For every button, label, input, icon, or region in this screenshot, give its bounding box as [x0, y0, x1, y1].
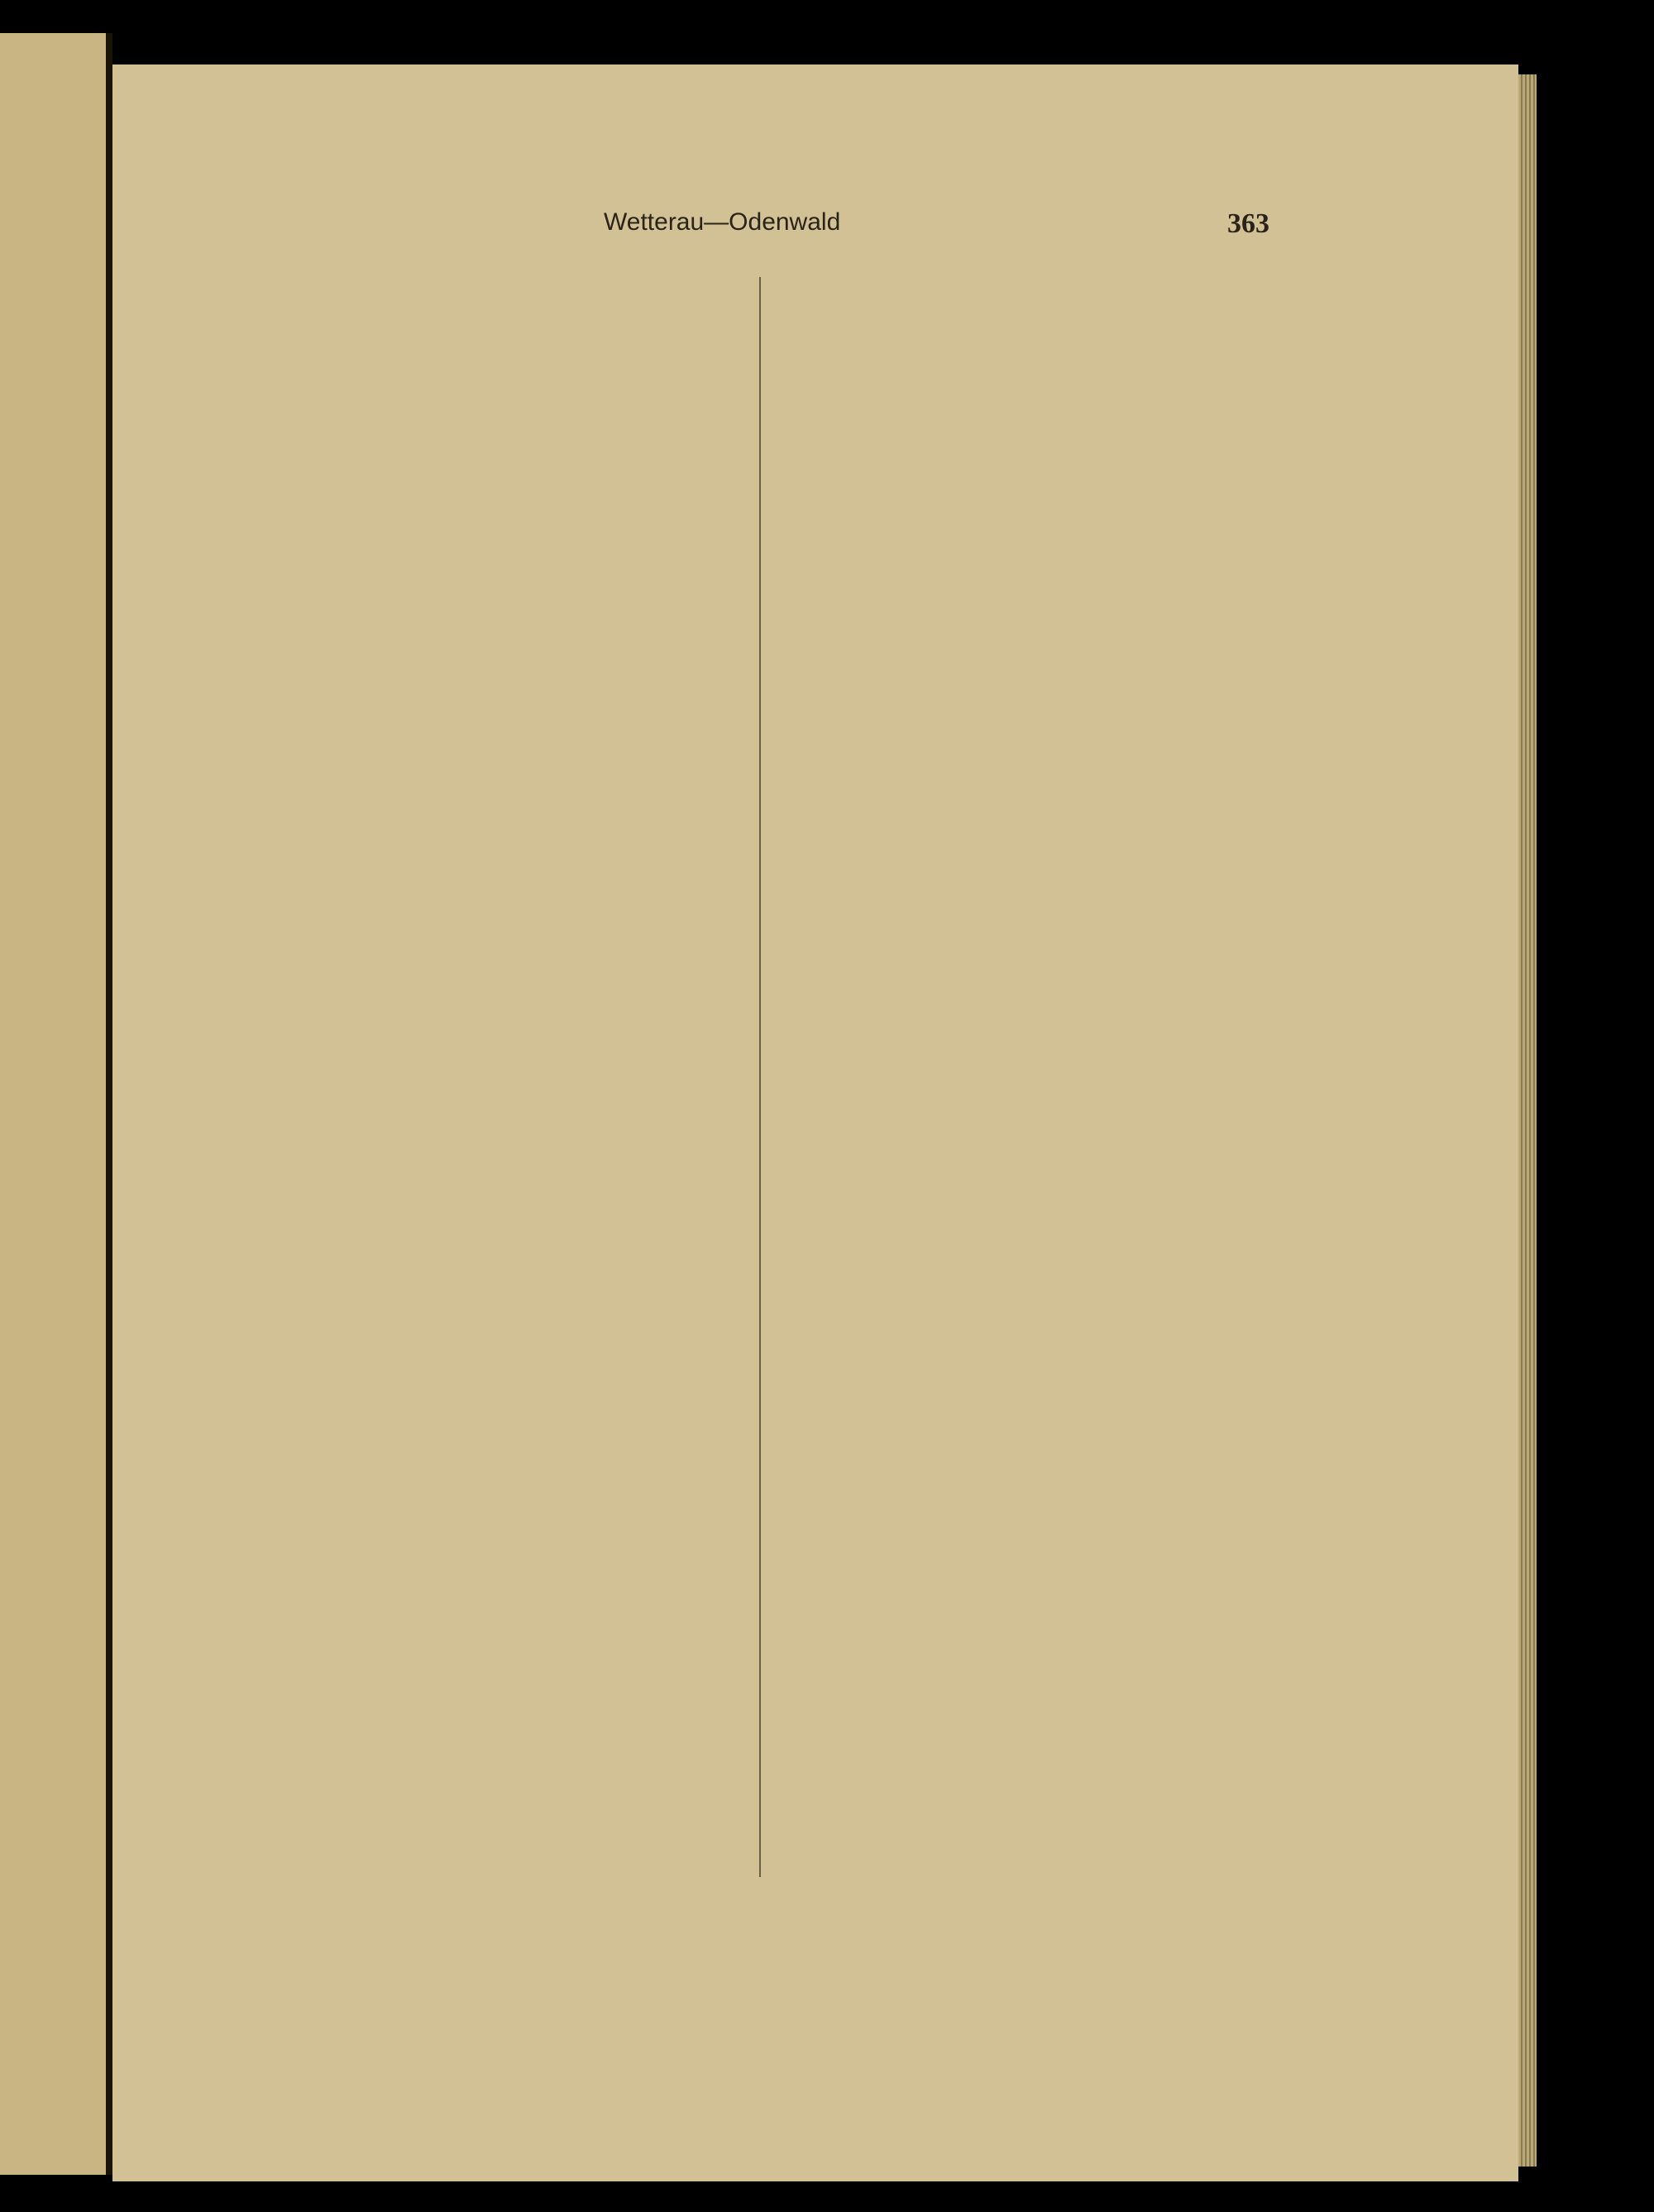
column-divider [759, 277, 761, 1877]
page-stack-edge [1518, 74, 1537, 2167]
facing-page-edge [0, 33, 106, 2175]
running-title: Wetterau—Odenwald [604, 208, 841, 236]
book-gutter [106, 33, 112, 2175]
page-number: 363 [1227, 208, 1269, 239]
book-page [112, 64, 1518, 2181]
